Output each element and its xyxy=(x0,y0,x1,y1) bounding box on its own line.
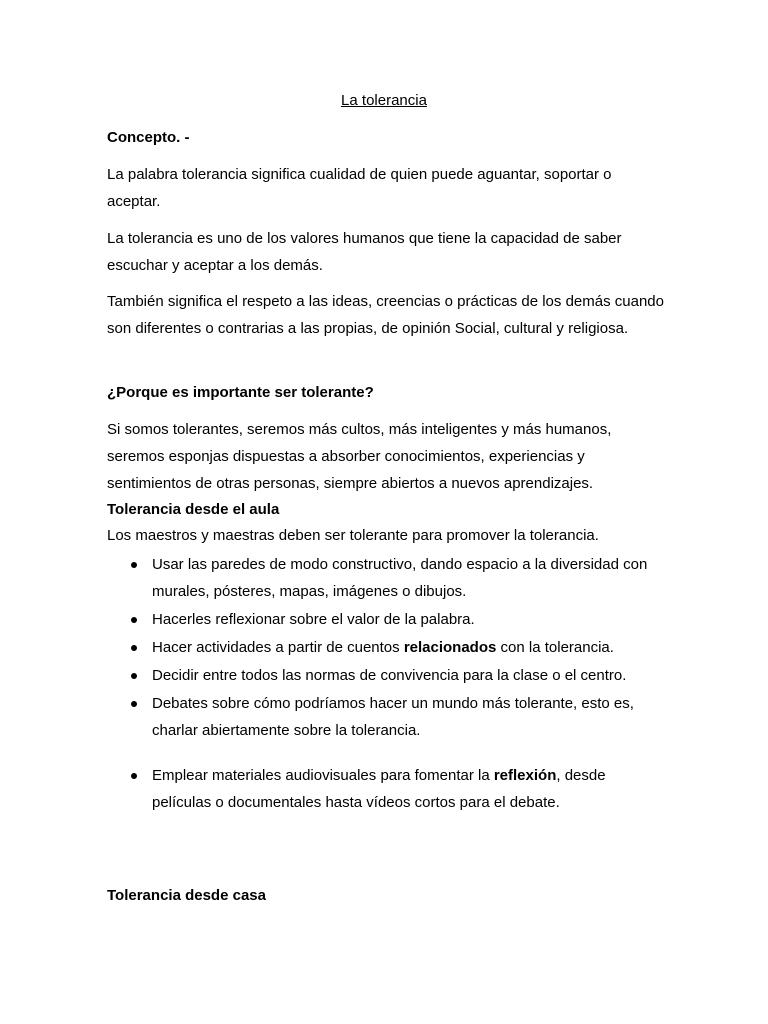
list-item xyxy=(107,762,667,816)
list-item xyxy=(107,551,667,605)
importancia-paragraph: Si somos tolerantes, seremos más cultos, más inteligentes y más humanos, seremos esponjas dispuestas a absorber conocimientos, experiencias y sentimientos de otras personas, siempre abiertos a nuevos aprendizajes. xyxy=(107,421,612,492)
concepto-paragraph-2: La tolerancia es uno de los valores humanos que tiene la capacidad de saber escuchar y aceptar a los demás. xyxy=(107,230,622,274)
document-title: La tolerancia xyxy=(341,92,427,109)
importancia-heading: ¿Porque es importante ser tolerante? xyxy=(107,384,374,401)
list-item-text-pre: Hacer actividades a partir de cuentos xyxy=(152,639,404,656)
list-item-text: Debates sobre cómo podríamos hacer un mundo más tolerante, esto es, charlar abiertamente sobre la tolerancia. xyxy=(152,695,634,739)
list-item-text-bold: reflexión xyxy=(493,767,557,784)
concepto-heading: Concepto. - xyxy=(107,129,190,146)
bullet-icon xyxy=(131,773,137,779)
list-item-text-pre: Emplear materiales audiovisuales para fomentar la xyxy=(152,767,494,784)
list-item xyxy=(107,690,667,744)
bullet-icon xyxy=(131,562,137,568)
concepto-paragraph-1: La palabra tolerancia significa cualidad de quien puede aguantar, soportar o aceptar. xyxy=(107,166,612,210)
list-item-text: Hacerles reflexionar sobre el valor de la palabra. xyxy=(152,611,475,628)
bullet-icon xyxy=(131,617,137,623)
list-item-text: Decidir entre todos las normas de convivencia para la clase o el centro. xyxy=(152,667,627,684)
list-item-text: Usar las paredes de modo constructivo, dando espacio a la diversidad con murales, pósteres, mapas, imágenes o dibujos. xyxy=(152,556,648,600)
bullet-icon xyxy=(131,645,137,651)
list-item-text-post: con la tolerancia. xyxy=(496,639,614,656)
concepto-paragraph-3: También significa el respeto a las ideas, creencias o prácticas de los demás cuando son diferentes o contrarias a las propias, de opinión Social, cultural y religiosa. xyxy=(107,293,664,337)
bullet-icon xyxy=(131,673,137,679)
list-item-text-post: , desde películas o documentales hasta vídeos cortos para el debate. xyxy=(152,767,606,811)
casa-heading: Tolerancia desde casa xyxy=(107,887,266,904)
aula-heading: Tolerancia desde el aula xyxy=(107,501,280,518)
list-item-text-bold: relacionados xyxy=(403,639,497,656)
aula-bullet-list xyxy=(107,551,667,816)
list-item xyxy=(107,606,667,633)
aula-intro: Los maestros y maestras deben ser tolerante para promover la tolerancia. xyxy=(107,527,599,544)
list-item xyxy=(107,634,667,661)
bullet-icon xyxy=(131,701,137,707)
list-item xyxy=(107,662,667,689)
